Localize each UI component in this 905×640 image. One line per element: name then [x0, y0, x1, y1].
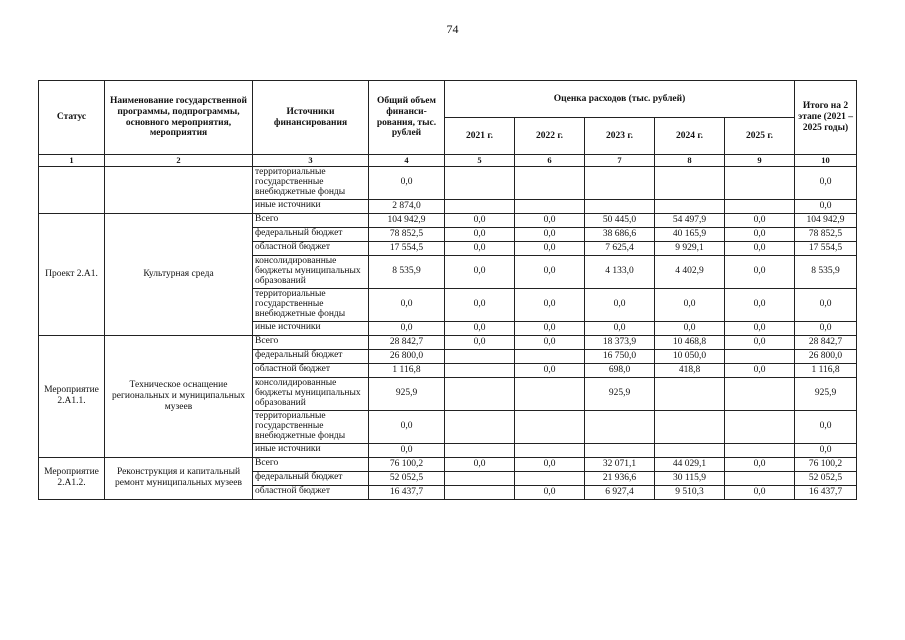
value-cell: 32 071,1 — [585, 457, 655, 471]
value-cell — [515, 471, 585, 485]
source-cell: территориальные государственные внебюджетные фонды — [253, 167, 369, 200]
value-cell — [725, 443, 795, 457]
value-cell: 26 800,0 — [369, 349, 445, 363]
value-cell — [725, 471, 795, 485]
value-cell: 0,0 — [655, 288, 725, 321]
value-cell: 0,0 — [585, 288, 655, 321]
source-cell: Всего — [253, 213, 369, 227]
value-cell: 16 437,7 — [795, 485, 857, 499]
value-cell: 28 842,7 — [369, 335, 445, 349]
source-cell: федеральный бюджет — [253, 227, 369, 241]
value-cell: 0,0 — [725, 213, 795, 227]
column-number: 10 — [795, 155, 857, 167]
value-cell: 418,8 — [655, 363, 725, 377]
value-cell: 0,0 — [795, 199, 857, 213]
value-cell: 4 133,0 — [585, 255, 655, 288]
table-row — [39, 167, 857, 200]
value-cell: 78 852,5 — [369, 227, 445, 241]
value-cell: 52 052,5 — [795, 471, 857, 485]
source-cell: областной бюджет — [253, 363, 369, 377]
header-year: 2023 г. — [585, 118, 655, 155]
value-cell: 0,0 — [445, 457, 515, 471]
source-cell: областной бюджет — [253, 485, 369, 499]
value-cell — [445, 471, 515, 485]
source-cell: консолидированные бюджеты муниципальных образований — [253, 377, 369, 410]
table-row — [39, 335, 857, 349]
value-cell: 0,0 — [725, 321, 795, 335]
value-cell: 16 437,7 — [369, 485, 445, 499]
value-cell: 0,0 — [515, 288, 585, 321]
value-cell: 26 800,0 — [795, 349, 857, 363]
value-cell: 6 927,4 — [585, 485, 655, 499]
value-cell: 0,0 — [369, 167, 445, 200]
value-cell: 0,0 — [795, 167, 857, 200]
value-cell: 0,0 — [445, 213, 515, 227]
value-cell: 0,0 — [655, 321, 725, 335]
source-cell: иные источники — [253, 321, 369, 335]
value-cell — [655, 199, 725, 213]
source-cell: территориальные государственные внебюджетные фонды — [253, 288, 369, 321]
column-number: 5 — [445, 155, 515, 167]
value-cell: 0,0 — [445, 288, 515, 321]
value-cell — [655, 443, 725, 457]
value-cell: 50 445,0 — [585, 213, 655, 227]
source-cell: областной бюджет — [253, 241, 369, 255]
value-cell — [655, 377, 725, 410]
source-cell: консолидированные бюджеты муниципальных образований — [253, 255, 369, 288]
value-cell: 0,0 — [795, 288, 857, 321]
value-cell — [725, 349, 795, 363]
value-cell: 0,0 — [725, 457, 795, 471]
column-number: 8 — [655, 155, 725, 167]
column-number: 4 — [369, 155, 445, 167]
value-cell: 0,0 — [585, 321, 655, 335]
header-total: Общий объем финанси-рования, тыс. рублей — [369, 81, 445, 155]
value-cell: 16 750,0 — [585, 349, 655, 363]
value-cell — [445, 349, 515, 363]
value-cell: 4 402,9 — [655, 255, 725, 288]
value-cell — [725, 377, 795, 410]
value-cell: 30 115,9 — [655, 471, 725, 485]
name-cell: Техническое оснащение региональных и муниципальных музеев — [105, 335, 253, 457]
value-cell: 0,0 — [515, 213, 585, 227]
source-cell: иные источники — [253, 199, 369, 213]
value-cell: 76 100,2 — [795, 457, 857, 471]
value-cell — [725, 410, 795, 443]
value-cell — [515, 410, 585, 443]
value-cell: 925,9 — [585, 377, 655, 410]
value-cell — [725, 199, 795, 213]
value-cell: 0,0 — [515, 255, 585, 288]
page-number: 74 — [446, 22, 459, 36]
header-year: 2022 г. — [515, 118, 585, 155]
value-cell — [445, 377, 515, 410]
name-cell: Культурная среда — [105, 213, 253, 335]
value-cell — [585, 443, 655, 457]
value-cell: 10 050,0 — [655, 349, 725, 363]
value-cell: 0,0 — [725, 241, 795, 255]
value-cell — [585, 199, 655, 213]
value-cell — [445, 443, 515, 457]
value-cell: 0,0 — [795, 321, 857, 335]
value-cell: 44 029,1 — [655, 457, 725, 471]
value-cell: 54 497,9 — [655, 213, 725, 227]
value-cell: 2 874,0 — [369, 199, 445, 213]
value-cell: 0,0 — [725, 288, 795, 321]
value-cell — [515, 167, 585, 200]
value-cell: 925,9 — [369, 377, 445, 410]
name-cell — [105, 167, 253, 214]
value-cell: 0,0 — [515, 363, 585, 377]
value-cell: 28 842,7 — [795, 335, 857, 349]
value-cell: 925,9 — [795, 377, 857, 410]
value-cell: 0,0 — [445, 241, 515, 255]
status-cell: Проект 2.А1. — [39, 213, 105, 335]
header-status: Статус — [39, 81, 105, 155]
value-cell: 0,0 — [515, 241, 585, 255]
value-cell: 40 165,9 — [655, 227, 725, 241]
value-cell: 1 116,8 — [795, 363, 857, 377]
value-cell: 52 052,5 — [369, 471, 445, 485]
source-cell: федеральный бюджет — [253, 471, 369, 485]
column-number: 6 — [515, 155, 585, 167]
column-number: 3 — [253, 155, 369, 167]
column-number: 9 — [725, 155, 795, 167]
value-cell: 0,0 — [515, 227, 585, 241]
column-number: 2 — [105, 155, 253, 167]
header-year: 2021 г. — [445, 118, 515, 155]
value-cell: 38 686,6 — [585, 227, 655, 241]
header-stage-total: Итого на 2 этапе (2021 – 2025 годы) — [795, 81, 857, 155]
table-row — [39, 457, 857, 471]
value-cell: 0,0 — [445, 255, 515, 288]
value-cell: 0,0 — [369, 443, 445, 457]
value-cell: 0,0 — [445, 227, 515, 241]
value-cell: 0,0 — [515, 335, 585, 349]
source-cell: Всего — [253, 457, 369, 471]
header-estimate: Оценка расходов (тыс. рублей) — [445, 81, 795, 118]
value-cell: 0,0 — [515, 321, 585, 335]
value-cell: 21 936,6 — [585, 471, 655, 485]
value-cell: 0,0 — [725, 363, 795, 377]
value-cell — [445, 199, 515, 213]
header-year: 2025 г. — [725, 118, 795, 155]
name-cell: Реконструкция и капитальный ремонт муниципальных музеев — [105, 457, 253, 499]
value-cell — [515, 349, 585, 363]
source-cell: Всего — [253, 335, 369, 349]
value-cell — [725, 167, 795, 200]
status-cell — [39, 167, 105, 214]
source-cell: федеральный бюджет — [253, 349, 369, 363]
value-cell — [515, 377, 585, 410]
value-cell: 78 852,5 — [795, 227, 857, 241]
value-cell: 0,0 — [445, 335, 515, 349]
value-cell: 76 100,2 — [369, 457, 445, 471]
status-cell: Мероприятие 2.А1.2. — [39, 457, 105, 499]
table-row — [39, 213, 857, 227]
column-number: 7 — [585, 155, 655, 167]
value-cell: 104 942,9 — [795, 213, 857, 227]
value-cell: 0,0 — [795, 443, 857, 457]
value-cell: 0,0 — [725, 255, 795, 288]
status-cell: Мероприятие 2.А1.1. — [39, 335, 105, 457]
value-cell — [445, 167, 515, 200]
value-cell: 10 468,8 — [655, 335, 725, 349]
value-cell — [655, 167, 725, 200]
value-cell — [445, 363, 515, 377]
value-cell: 0,0 — [725, 335, 795, 349]
value-cell: 0,0 — [725, 485, 795, 499]
value-cell: 0,0 — [795, 410, 857, 443]
value-cell: 8 535,9 — [369, 255, 445, 288]
value-cell: 0,0 — [515, 485, 585, 499]
value-cell: 9 510,3 — [655, 485, 725, 499]
header-name: Наименование государственной программы, подпрограммы, основного мероприятия, мероприятия — [105, 81, 253, 155]
header-source: Источники финансирования — [253, 81, 369, 155]
value-cell: 8 535,9 — [795, 255, 857, 288]
source-cell: территориальные государственные внебюджетные фонды — [253, 410, 369, 443]
value-cell: 18 373,9 — [585, 335, 655, 349]
value-cell — [515, 443, 585, 457]
value-cell: 0,0 — [445, 321, 515, 335]
value-cell: 0,0 — [725, 227, 795, 241]
value-cell — [585, 167, 655, 200]
value-cell: 0,0 — [369, 288, 445, 321]
expenditure-table — [38, 80, 857, 500]
value-cell — [445, 410, 515, 443]
value-cell: 0,0 — [369, 410, 445, 443]
value-cell: 698,0 — [585, 363, 655, 377]
value-cell: 7 625,4 — [585, 241, 655, 255]
value-cell — [655, 410, 725, 443]
value-cell: 0,0 — [369, 321, 445, 335]
value-cell: 1 116,8 — [369, 363, 445, 377]
source-cell: иные источники — [253, 443, 369, 457]
value-cell: 104 942,9 — [369, 213, 445, 227]
value-cell: 17 554,5 — [795, 241, 857, 255]
column-number: 1 — [39, 155, 105, 167]
value-cell: 9 929,1 — [655, 241, 725, 255]
header-year: 2024 г. — [655, 118, 725, 155]
value-cell — [445, 485, 515, 499]
value-cell — [585, 410, 655, 443]
value-cell: 0,0 — [515, 457, 585, 471]
value-cell — [515, 199, 585, 213]
value-cell: 17 554,5 — [369, 241, 445, 255]
